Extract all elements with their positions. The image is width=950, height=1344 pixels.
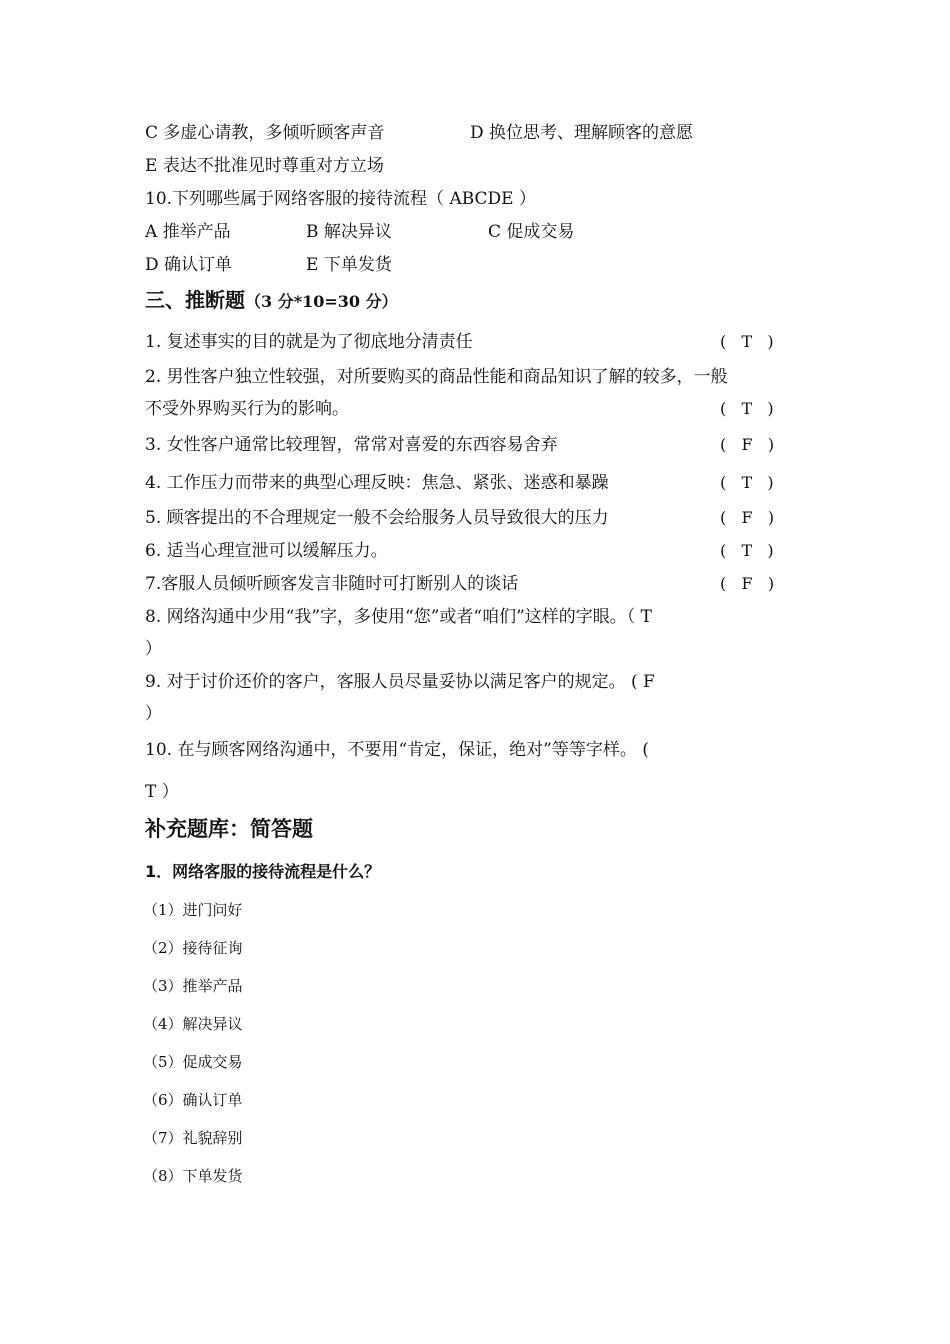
judge-answer-3: ( F ) xyxy=(720,435,775,454)
judge-item-5: 5. 顾客提出的不合理规定一般不会给服务人员导致很大的压力 xyxy=(145,508,609,528)
section-heading-judgement xyxy=(145,289,398,313)
step-item-2: （2）接待征询 xyxy=(143,939,243,957)
short-answer-question: 1．网络客服的接待流程是什么？ xyxy=(145,862,381,881)
judge-item-3: 3. 女性客户通常比较理智，常常对喜爱的东西容易舍弃 xyxy=(145,435,558,455)
section-points: （3 分*10=30 分） xyxy=(245,292,398,311)
q10-option-b: B 解决异议 xyxy=(306,222,392,242)
judge-item-8: 8. 网络沟通中少用“我”字，多使用“您”或者“咱们”这样的字眼。（ T xyxy=(145,607,653,627)
judge-answer-4: ( T ) xyxy=(720,473,774,492)
step-item-3: （3）推举产品 xyxy=(143,977,243,995)
judge-item-10-cont: T ） xyxy=(145,782,179,802)
q10-stem: 10.下列哪些属于网络客服的接待流程（ ABCDE ） xyxy=(145,189,536,209)
step-item-5: （5）促成交易 xyxy=(143,1053,243,1071)
q10-option-d: D 确认订单 xyxy=(145,255,233,275)
q9-option-c: C 多虚心请教，多倾听顾客声音 xyxy=(145,123,385,143)
judge-item-9-cont: ） xyxy=(145,704,162,724)
judge-item-10: 10. 在与顾客网络沟通中，不要用“肯定，保证，绝对”等等字样。 ( xyxy=(145,740,649,760)
judge-answer-2: ( T ) xyxy=(720,399,774,418)
judge-item-2: 2. 男性客户独立性较强，对所要购买的商品性能和商品知识了解的较多，一般 xyxy=(145,367,728,387)
q10-option-c: C 促成交易 xyxy=(488,222,575,242)
q10-option-a: A 推举产品 xyxy=(145,222,231,242)
judge-answer-7: ( F ) xyxy=(720,574,775,593)
q9-option-e: E 表达不批准见时尊重对方立场 xyxy=(145,156,384,176)
judge-answer-1: ( T ) xyxy=(720,332,774,351)
section-heading-text: 三、推断题 xyxy=(145,288,245,312)
q9-option-d: D 换位思考、理解顾客的意愿 xyxy=(470,123,694,143)
judge-item-7: 7.客服人员倾听顾客发言非随时可打断别人的谈话 xyxy=(145,574,519,594)
step-item-6: （6）确认订单 xyxy=(143,1091,243,1109)
judge-answer-5: ( F ) xyxy=(720,508,775,527)
q10-option-e: E 下单发货 xyxy=(306,255,392,275)
judge-item-2-cont: 不受外界购买行为的影响。 xyxy=(145,399,349,419)
judge-item-6: 6. 适当心理宣泄可以缓解压力。 xyxy=(145,541,388,561)
judge-answer-6: ( T ) xyxy=(720,541,774,560)
step-item-1: （1）进门问好 xyxy=(143,901,243,919)
judge-item-8-cont: ） xyxy=(145,639,162,659)
judge-item-1: 1. 复述事实的目的就是为了彻底地分清责任 xyxy=(145,332,473,352)
step-item-4: （4）解决异议 xyxy=(143,1015,243,1033)
step-item-7: （7）礼貌辞别 xyxy=(143,1129,243,1147)
judge-item-9: 9. 对于讨价还价的客户，客服人员尽量妥协以满足客户的规定。 ( F xyxy=(145,672,655,692)
supplement-heading: 补充题库：简答题 xyxy=(145,817,313,841)
step-item-8: （8）下单发货 xyxy=(143,1167,243,1185)
judge-item-4: 4. 工作压力而带来的典型心理反映：焦急、紧张、迷惑和暴躁 xyxy=(145,473,609,493)
